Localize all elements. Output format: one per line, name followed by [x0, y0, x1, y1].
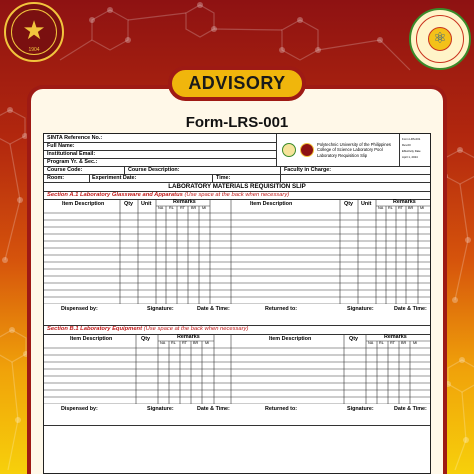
- institution-slip-name: Laboratory Requisition Slip: [317, 153, 368, 158]
- signature-label: Signature:: [347, 306, 374, 312]
- remark-code: RL: [388, 206, 393, 210]
- remark-code: RL: [379, 341, 384, 345]
- dispensed-by-label: Dispensed by:: [61, 406, 98, 412]
- remark-code: MI: [413, 341, 418, 345]
- remark-code: MI: [420, 206, 425, 210]
- remark-code: RT: [390, 341, 395, 345]
- seal-year: 1904: [28, 47, 40, 53]
- course-code-label: Course Code:: [47, 167, 83, 173]
- slip-title: LABORATORY MATERIALS REQUISITION SLIP: [168, 183, 306, 190]
- remark-code: BR: [408, 206, 414, 210]
- sinta-field-label: SINTA Reference No.:: [47, 135, 103, 141]
- university-logo-icon: [300, 143, 314, 157]
- doc-info-line: Effectivity Date: [402, 149, 421, 153]
- returned-to-label: Returned to:: [265, 406, 298, 412]
- doc-info-line: Rev.00: [402, 143, 411, 147]
- remark-code: RL: [169, 206, 174, 210]
- remarks-header: Remarks: [384, 334, 407, 340]
- item-description-header: Item Description: [269, 336, 312, 342]
- faculty-label: Faculty in Charge:: [284, 167, 332, 173]
- form-title: Form-LRS-001: [185, 114, 289, 131]
- section-a-table-grid: [44, 199, 430, 304]
- time-label: Time:: [216, 175, 231, 181]
- course-description-label: Course Description:: [128, 167, 180, 173]
- remark-code: NA: [378, 206, 384, 210]
- remarks-header: Remarks: [177, 334, 200, 340]
- institution-name: Polytechnic University of the Philippines: [317, 142, 392, 147]
- section-a-title: Section A.1 Laboratory Glassware and Apparatus (Use space at the back when necessary): [47, 192, 290, 198]
- remark-code: RT: [398, 206, 403, 210]
- full-name-field-label: Full Name:: [47, 143, 75, 149]
- remark-code: BR: [193, 341, 199, 345]
- date-time-label: Date & Time:: [197, 406, 230, 412]
- college-logo-icon: [282, 143, 296, 157]
- requisition-form: [43, 133, 431, 474]
- remark-code: NA: [158, 206, 164, 210]
- remark-code: MI: [202, 206, 207, 210]
- advisory-pill: [168, 66, 306, 101]
- qty-header: Qty: [124, 201, 133, 207]
- returned-to-label: Returned to:: [265, 306, 298, 312]
- doc-info-line: Form LRS-001: [402, 137, 421, 141]
- signature-label: Signature:: [147, 306, 174, 312]
- atom-icon: ⚛: [433, 30, 447, 47]
- signature-label: Signature:: [147, 406, 174, 412]
- remarks-header: Remarks: [393, 199, 416, 205]
- institution-college: College of Science Laboratory Pool: [317, 147, 383, 152]
- dispensed-by-label: Dispensed by:: [61, 306, 98, 312]
- star-icon: ★: [22, 15, 46, 45]
- email-field-label: Institutional Email:: [47, 151, 96, 157]
- item-description-header: Item Description: [250, 201, 293, 207]
- remark-code: BR: [401, 341, 407, 345]
- date-time-label: Date & Time:: [197, 306, 230, 312]
- remark-code: RT: [180, 206, 185, 210]
- experiment-date-label: Experiment Date:: [92, 175, 137, 181]
- remark-code: MI: [205, 341, 210, 345]
- qty-header: Qty: [344, 201, 353, 207]
- remark-code: RT: [182, 341, 187, 345]
- date-time-label: Date & Time:: [394, 306, 427, 312]
- qty-header: Qty: [349, 336, 358, 342]
- item-description-header: Item Description: [70, 336, 113, 342]
- doc-info-line: April 1, 2024: [402, 155, 418, 159]
- remark-code: NA: [160, 341, 166, 345]
- room-label: Room:: [47, 175, 65, 181]
- remark-code: NA: [368, 341, 374, 345]
- section-b-title: Section B.1 Laboratory Equipment (Use space at the back when necessary): [47, 326, 249, 332]
- signature-label: Signature:: [347, 406, 374, 412]
- science-college-seal-icon: [409, 8, 471, 70]
- item-description-header: Item Description: [62, 201, 105, 207]
- remark-code: BR: [191, 206, 197, 210]
- unit-header: Unit: [141, 201, 152, 207]
- advisory-label: ADVISORY: [188, 73, 286, 93]
- program-field-label: Program Yr. & Sec.:: [47, 159, 98, 165]
- qty-header: Qty: [141, 336, 150, 342]
- remarks-header: Remarks: [173, 199, 196, 205]
- remark-code: RL: [171, 341, 176, 345]
- unit-header: Unit: [361, 201, 372, 207]
- date-time-label: Date & Time:: [394, 406, 427, 412]
- university-seal-icon: [4, 2, 64, 62]
